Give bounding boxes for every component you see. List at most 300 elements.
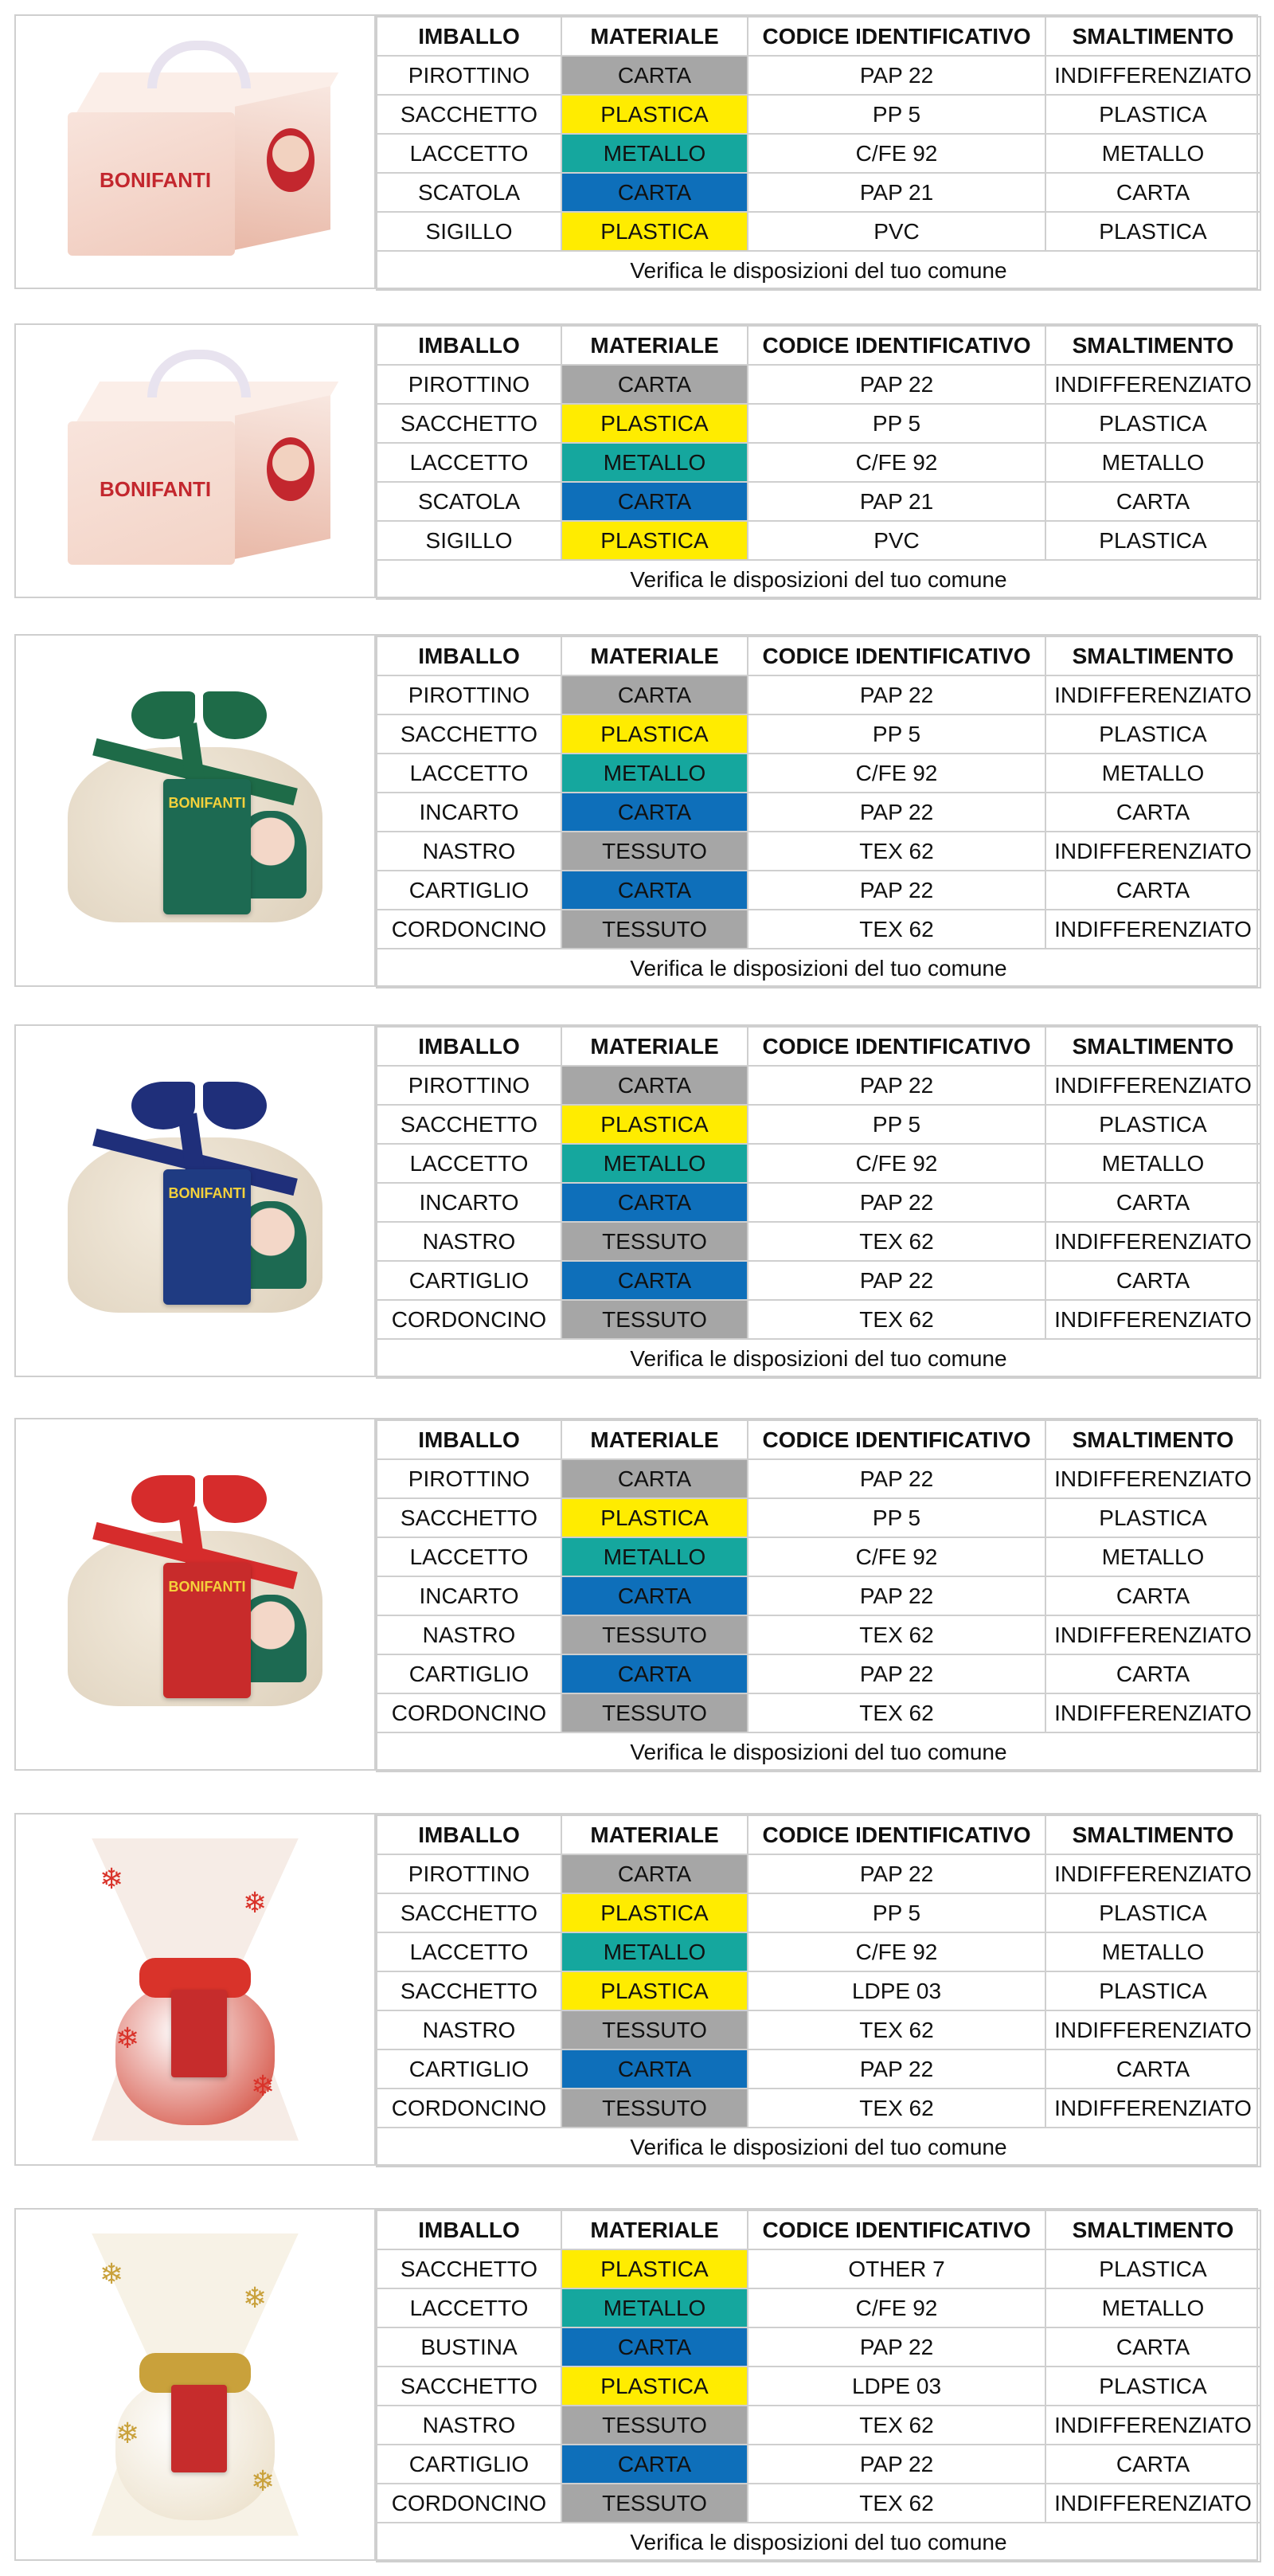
smaltimento-cell: INDIFFERENZIATO: [1045, 2484, 1260, 2523]
imballo-header: IMBALLO: [377, 17, 561, 56]
imballo-cell: PIROTTINO: [377, 1066, 561, 1105]
imballo-cell: CORDONCINO: [377, 1693, 561, 1732]
smaltimento-cell: INDIFFERENZIATO: [1045, 2406, 1260, 2445]
imballo-cell: LACCETTO: [377, 1144, 561, 1183]
ribbon-bow: [203, 1475, 267, 1523]
table-header-row: [377, 326, 1260, 365]
snowflake-icon: ❄: [115, 2021, 140, 2054]
materiale-cell: CARTA: [561, 173, 748, 212]
table-row: [377, 134, 1260, 173]
imballo-header: IMBALLO: [377, 1815, 561, 1854]
imballo-header: IMBALLO: [377, 1027, 561, 1066]
codice-cell: PAP 22: [748, 871, 1045, 910]
table-row: [377, 1537, 1260, 1576]
codice-header: CODICE IDENTIFICATIVO: [748, 2210, 1045, 2249]
materiale-cell: CARTA: [561, 56, 748, 95]
materiale-cell: TESSUTO: [561, 2089, 748, 2128]
codice-cell: C/FE 92: [748, 1932, 1045, 1971]
codice-cell: TEX 62: [748, 910, 1045, 949]
table-row: [377, 1693, 1260, 1732]
table-row: [377, 482, 1260, 521]
smaltimento-cell: INDIFFERENZIATO: [1045, 1854, 1260, 1893]
imballo-header: IMBALLO: [377, 326, 561, 365]
materiale-cell: TESSUTO: [561, 1693, 748, 1732]
table-row: [377, 2327, 1260, 2367]
smaltimento-cell: PLASTICA: [1045, 1893, 1260, 1932]
recycling-table: [376, 325, 1261, 600]
imballo-cell: SACCHETTO: [377, 2367, 561, 2406]
materiale-cell: METALLO: [561, 1144, 748, 1183]
materiale-cell: CARTA: [561, 1654, 748, 1693]
smaltimento-cell: PLASTICA: [1045, 404, 1260, 443]
recycling-table: [376, 636, 1261, 989]
imballo-cell: CORDONCINO: [377, 1300, 561, 1339]
codice-header: CODICE IDENTIFICATIVO: [748, 326, 1045, 365]
codice-cell: PAP 22: [748, 1183, 1045, 1222]
codice-cell: PAP 21: [748, 173, 1045, 212]
brand-logo: BONIFANTI: [168, 794, 246, 811]
materiale-cell: CARTA: [561, 482, 748, 521]
table-row: [377, 2367, 1260, 2406]
imballo-cell: CORDONCINO: [377, 2089, 561, 2128]
table-row: [377, 1576, 1260, 1615]
materiale-cell: CARTA: [561, 2445, 748, 2484]
snowflake-icon: ❄: [100, 2257, 124, 2290]
imballo-cell: INCARTO: [377, 1576, 561, 1615]
table-row: [377, 910, 1260, 949]
materiale-cell: PLASTICA: [561, 521, 748, 560]
table-footer-row: [377, 2128, 1260, 2167]
imballo-cell: BUSTINA: [377, 2327, 561, 2367]
product-panel: [14, 634, 1258, 987]
smaltimento-cell: INDIFFERENZIATO: [1045, 1459, 1260, 1498]
codice-cell: TEX 62: [748, 2010, 1045, 2049]
product-panel: [14, 14, 1258, 289]
codice-cell: PAP 22: [748, 2049, 1045, 2089]
table-row: [377, 1654, 1260, 1693]
smaltimento-header: SMALTIMENTO: [1045, 1027, 1260, 1066]
smaltimento-cell: METALLO: [1045, 1932, 1260, 1971]
imballo-cell: LACCETTO: [377, 754, 561, 793]
smaltimento-cell: METALLO: [1045, 754, 1260, 793]
smaltimento-cell: CARTA: [1045, 1261, 1260, 1300]
recycling-table: [376, 2210, 1261, 2562]
imballo-cell: SACCHETTO: [377, 1893, 561, 1932]
imballo-cell: LACCETTO: [377, 443, 561, 482]
imballo-cell: SIGILLO: [377, 212, 561, 251]
smaltimento-cell: CARTA: [1045, 871, 1260, 910]
table-row: [377, 1066, 1260, 1105]
codice-cell: PAP 22: [748, 1654, 1045, 1693]
imballo-cell: CARTIGLIO: [377, 2049, 561, 2089]
codice-cell: PAP 22: [748, 793, 1045, 832]
table-row: [377, 675, 1260, 714]
imballo-cell: INCARTO: [377, 793, 561, 832]
imballo-header: IMBALLO: [377, 2210, 561, 2249]
smaltimento-cell: PLASTICA: [1045, 1498, 1260, 1537]
codice-cell: PP 5: [748, 1498, 1045, 1537]
table-footer-row: [377, 560, 1260, 599]
codice-cell: PAP 22: [748, 675, 1045, 714]
smaltimento-cell: INDIFFERENZIATO: [1045, 1693, 1260, 1732]
product-photo: [16, 16, 376, 288]
codice-header: CODICE IDENTIFICATIVO: [748, 1815, 1045, 1854]
red-ribbon-panettone-icon: [44, 1459, 346, 1730]
product-panel: [14, 2208, 1258, 2561]
codice-cell: PAP 22: [748, 2445, 1045, 2484]
codice-cell: PP 5: [748, 714, 1045, 754]
materiale-cell: METALLO: [561, 1537, 748, 1576]
smaltimento-cell: INDIFFERENZIATO: [1045, 56, 1260, 95]
imballo-cell: LACCETTO: [377, 2288, 561, 2327]
footer-note: Verifica le disposizioni del tuo comune: [377, 1339, 1260, 1378]
table-row: [377, 2089, 1260, 2128]
materiale-cell: CARTA: [561, 1854, 748, 1893]
codice-cell: C/FE 92: [748, 1144, 1045, 1183]
smaltimento-header: SMALTIMENTO: [1045, 17, 1260, 56]
table-row: [377, 95, 1260, 134]
snowflake-icon: ❄: [243, 1885, 268, 1919]
table-row: [377, 365, 1260, 404]
codice-cell: PAP 22: [748, 2327, 1045, 2367]
table-row: [377, 2445, 1260, 2484]
smaltimento-cell: INDIFFERENZIATO: [1045, 365, 1260, 404]
materiale-cell: TESSUTO: [561, 832, 748, 871]
materiale-cell: TESSUTO: [561, 2406, 748, 2445]
imballo-cell: PIROTTINO: [377, 1854, 561, 1893]
materiale-cell: METALLO: [561, 754, 748, 793]
codice-cell: PAP 22: [748, 1261, 1045, 1300]
ribbon-bow: [131, 1082, 195, 1129]
table-header-row: [377, 1420, 1260, 1459]
materiale-header: MATERIALE: [561, 1420, 748, 1459]
materiale-cell: CARTA: [561, 1066, 748, 1105]
codice-header: CODICE IDENTIFICATIVO: [748, 1027, 1045, 1066]
product-photo: [16, 636, 376, 985]
imballo-cell: PIROTTINO: [377, 1459, 561, 1498]
codice-cell: C/FE 92: [748, 443, 1045, 482]
table-row: [377, 1932, 1260, 1971]
smaltimento-header: SMALTIMENTO: [1045, 636, 1260, 675]
materiale-cell: PLASTICA: [561, 95, 748, 134]
product-photo: [16, 1815, 376, 2164]
table-row: [377, 1183, 1260, 1222]
ribbon-bow: [131, 1475, 195, 1523]
materiale-header: MATERIALE: [561, 326, 748, 365]
materiale-cell: PLASTICA: [561, 404, 748, 443]
imballo-cell: SACCHETTO: [377, 1498, 561, 1537]
imballo-cell: SACCHETTO: [377, 1971, 561, 2010]
codice-cell: PAP 22: [748, 365, 1045, 404]
smaltimento-cell: CARTA: [1045, 1576, 1260, 1615]
codice-cell: TEX 62: [748, 2406, 1045, 2445]
codice-cell: TEX 62: [748, 832, 1045, 871]
smaltimento-cell: INDIFFERENZIATO: [1045, 1300, 1260, 1339]
smaltimento-cell: CARTA: [1045, 2445, 1260, 2484]
product-photo: [16, 1026, 376, 1376]
imballo-cell: NASTRO: [377, 1615, 561, 1654]
table-header-row: [377, 17, 1260, 56]
codice-header: CODICE IDENTIFICATIVO: [748, 17, 1045, 56]
smaltimento-cell: INDIFFERENZIATO: [1045, 832, 1260, 871]
table-header-row: [377, 2210, 1260, 2249]
materiale-cell: PLASTICA: [561, 1893, 748, 1932]
brand-logo: BONIFANTI: [168, 1184, 246, 1201]
materiale-cell: PLASTICA: [561, 212, 748, 251]
brand-logo: BONIFANTI: [100, 476, 212, 501]
pink-gift-box-icon: [52, 350, 338, 573]
table-row: [377, 793, 1260, 832]
smaltimento-cell: INDIFFERENZIATO: [1045, 675, 1260, 714]
codice-cell: C/FE 92: [748, 134, 1045, 173]
materiale-header: MATERIALE: [561, 17, 748, 56]
smaltimento-cell: METALLO: [1045, 1144, 1260, 1183]
materiale-cell: PLASTICA: [561, 2367, 748, 2406]
smaltimento-cell: PLASTICA: [1045, 1971, 1260, 2010]
codice-header: CODICE IDENTIFICATIVO: [748, 636, 1045, 675]
table-row: [377, 2010, 1260, 2049]
codice-cell: TEX 62: [748, 2089, 1045, 2128]
smaltimento-cell: CARTA: [1045, 1183, 1260, 1222]
materiale-cell: PLASTICA: [561, 1105, 748, 1144]
snowflake-icon: ❄: [243, 2280, 268, 2314]
snowflake-icon: ❄: [115, 2416, 140, 2449]
smaltimento-cell: METALLO: [1045, 1537, 1260, 1576]
imballo-cell: CARTIGLIO: [377, 2445, 561, 2484]
smaltimento-cell: PLASTICA: [1045, 714, 1260, 754]
smaltimento-header: SMALTIMENTO: [1045, 1815, 1260, 1854]
materiale-cell: TESSUTO: [561, 1615, 748, 1654]
imballo-cell: NASTRO: [377, 2010, 561, 2049]
table-header-row: [377, 1027, 1260, 1066]
materiale-cell: CARTA: [561, 1576, 748, 1615]
imballo-cell: LACCETTO: [377, 1932, 561, 1971]
materiale-cell: PLASTICA: [561, 1498, 748, 1537]
product-panel: [14, 323, 1258, 598]
smaltimento-cell: PLASTICA: [1045, 212, 1260, 251]
product-panel: [14, 1813, 1258, 2166]
imballo-cell: SACCHETTO: [377, 2249, 561, 2288]
imballo-cell: SCATOLA: [377, 173, 561, 212]
snowflake-icon: ❄: [251, 2069, 276, 2102]
materiale-cell: CARTA: [561, 1459, 748, 1498]
green-ribbon-panettone-icon: [44, 675, 346, 946]
smaltimento-cell: INDIFFERENZIATO: [1045, 1222, 1260, 1261]
smaltimento-cell: PLASTICA: [1045, 2249, 1260, 2288]
smaltimento-cell: CARTA: [1045, 1654, 1260, 1693]
materiale-cell: CARTA: [561, 365, 748, 404]
snowflake-icon: ❄: [100, 1862, 124, 1895]
codice-cell: PAP 22: [748, 1854, 1045, 1893]
smaltimento-cell: INDIFFERENZIATO: [1045, 1066, 1260, 1105]
table-row: [377, 1300, 1260, 1339]
smaltimento-cell: CARTA: [1045, 2327, 1260, 2367]
table-row: [377, 443, 1260, 482]
imballo-header: IMBALLO: [377, 636, 561, 675]
table-row: [377, 2406, 1260, 2445]
recycling-table: [376, 1026, 1261, 1379]
smaltimento-cell: INDIFFERENZIATO: [1045, 2089, 1260, 2128]
imballo-cell: NASTRO: [377, 1222, 561, 1261]
footer-note: Verifica le disposizioni del tuo comune: [377, 560, 1260, 599]
pink-gift-box-icon: [52, 41, 338, 264]
codice-cell: PAP 22: [748, 56, 1045, 95]
table-footer-row: [377, 251, 1260, 290]
codice-cell: TEX 62: [748, 1222, 1045, 1261]
smaltimento-cell: CARTA: [1045, 2049, 1260, 2089]
imballo-cell: SACCHETTO: [377, 1105, 561, 1144]
smaltimento-header: SMALTIMENTO: [1045, 2210, 1260, 2249]
table-header-row: [377, 1815, 1260, 1854]
table-footer-row: [377, 2523, 1260, 2562]
hang-tag: [171, 2385, 227, 2472]
table-row: [377, 832, 1260, 871]
codice-cell: PAP 21: [748, 482, 1045, 521]
codice-cell: C/FE 92: [748, 1537, 1045, 1576]
table-row: [377, 871, 1260, 910]
imballo-cell: CARTIGLIO: [377, 1654, 561, 1693]
codice-cell: PAP 22: [748, 1459, 1045, 1498]
imballo-cell: CORDONCINO: [377, 910, 561, 949]
table-header-row: [377, 636, 1260, 675]
imballo-cell: NASTRO: [377, 2406, 561, 2445]
codice-cell: LDPE 03: [748, 2367, 1045, 2406]
recycling-table: [376, 1815, 1261, 2167]
footer-note: Verifica le disposizioni del tuo comune: [377, 2128, 1260, 2167]
smaltimento-cell: CARTA: [1045, 793, 1260, 832]
imballo-cell: SCATOLA: [377, 482, 561, 521]
materiale-cell: METALLO: [561, 2288, 748, 2327]
imballo-cell: SACCHETTO: [377, 714, 561, 754]
codice-cell: TEX 62: [748, 1300, 1045, 1339]
ribbon-bow: [203, 691, 267, 739]
blue-ribbon-panettone-icon: [44, 1066, 346, 1337]
materiale-cell: TESSUTO: [561, 2484, 748, 2523]
smaltimento-cell: METALLO: [1045, 443, 1260, 482]
imballo-cell: INCARTO: [377, 1183, 561, 1222]
imballo-cell: LACCETTO: [377, 134, 561, 173]
imballo-cell: SACCHETTO: [377, 95, 561, 134]
materiale-header: MATERIALE: [561, 1815, 748, 1854]
box-handle: [147, 41, 251, 88]
product-photo: [16, 1419, 376, 1769]
imballo-cell: CORDONCINO: [377, 2484, 561, 2523]
table-row: [377, 2288, 1260, 2327]
product-panel: [14, 1418, 1258, 1771]
smaltimento-cell: PLASTICA: [1045, 521, 1260, 560]
materiale-cell: TESSUTO: [561, 1300, 748, 1339]
codice-header: CODICE IDENTIFICATIVO: [748, 1420, 1045, 1459]
table-row: [377, 173, 1260, 212]
codice-cell: TEX 62: [748, 1615, 1045, 1654]
box-handle: [147, 350, 251, 397]
materiale-cell: METALLO: [561, 1932, 748, 1971]
materiale-cell: CARTA: [561, 871, 748, 910]
smaltimento-cell: CARTA: [1045, 173, 1260, 212]
product-photo: [16, 325, 376, 597]
codice-cell: C/FE 92: [748, 2288, 1045, 2327]
recycling-table: [376, 1419, 1261, 1772]
codice-cell: PVC: [748, 212, 1045, 251]
smaltimento-cell: INDIFFERENZIATO: [1045, 1615, 1260, 1654]
materiale-cell: METALLO: [561, 443, 748, 482]
smaltimento-header: SMALTIMENTO: [1045, 1420, 1260, 1459]
footer-note: Verifica le disposizioni del tuo comune: [377, 2523, 1260, 2562]
materiale-cell: PLASTICA: [561, 714, 748, 754]
materiale-cell: TESSUTO: [561, 1222, 748, 1261]
imballo-cell: SIGILLO: [377, 521, 561, 560]
codice-cell: PVC: [748, 521, 1045, 560]
table-row: [377, 1105, 1260, 1144]
materiale-cell: CARTA: [561, 1183, 748, 1222]
smaltimento-cell: CARTA: [1045, 482, 1260, 521]
codice-cell: PAP 22: [748, 1066, 1045, 1105]
smaltimento-cell: PLASTICA: [1045, 2367, 1260, 2406]
table-row: [377, 56, 1260, 95]
imballo-cell: PIROTTINO: [377, 56, 561, 95]
codice-cell: LDPE 03: [748, 1971, 1045, 2010]
table-row: [377, 404, 1260, 443]
codice-cell: TEX 62: [748, 2484, 1045, 2523]
materiale-cell: METALLO: [561, 134, 748, 173]
table-row: [377, 1222, 1260, 1261]
codice-cell: PP 5: [748, 95, 1045, 134]
materiale-cell: CARTA: [561, 2327, 748, 2367]
codice-cell: PAP 22: [748, 1576, 1045, 1615]
materiale-header: MATERIALE: [561, 2210, 748, 2249]
smaltimento-cell: INDIFFERENZIATO: [1045, 910, 1260, 949]
smaltimento-cell: METALLO: [1045, 134, 1260, 173]
materiale-cell: CARTA: [561, 793, 748, 832]
imballo-cell: CARTIGLIO: [377, 1261, 561, 1300]
table-row: [377, 2049, 1260, 2089]
table-row: [377, 1854, 1260, 1893]
imballo-cell: PIROTTINO: [377, 365, 561, 404]
imballo-cell: SACCHETTO: [377, 404, 561, 443]
materiale-cell: CARTA: [561, 675, 748, 714]
illustration-girl: [267, 437, 315, 501]
footer-note: Verifica le disposizioni del tuo comune: [377, 1732, 1260, 1771]
table-row: [377, 212, 1260, 251]
table-row: [377, 1615, 1260, 1654]
red-snowflake-bag-icon: [68, 1830, 322, 2149]
smaltimento-cell: PLASTICA: [1045, 95, 1260, 134]
table-row: [377, 1144, 1260, 1183]
materiale-cell: PLASTICA: [561, 2249, 748, 2288]
smaltimento-cell: METALLO: [1045, 2288, 1260, 2327]
ribbon-bow: [131, 691, 195, 739]
codice-cell: C/FE 92: [748, 754, 1045, 793]
imballo-cell: LACCETTO: [377, 1537, 561, 1576]
snowflake-icon: ❄: [251, 2464, 276, 2497]
product-photo: [16, 2210, 376, 2559]
table-footer-row: [377, 1339, 1260, 1378]
materiale-header: MATERIALE: [561, 636, 748, 675]
imballo-header: IMBALLO: [377, 1420, 561, 1459]
materiale-cell: TESSUTO: [561, 2010, 748, 2049]
materiale-cell: TESSUTO: [561, 910, 748, 949]
ribbon-bow: [203, 1082, 267, 1129]
table-footer-row: [377, 949, 1260, 988]
imballo-cell: NASTRO: [377, 832, 561, 871]
codice-cell: PP 5: [748, 1105, 1045, 1144]
product-panel: [14, 1024, 1258, 1377]
table-row: [377, 1971, 1260, 2010]
brand-logo: BONIFANTI: [168, 1578, 246, 1595]
table-row: [377, 2484, 1260, 2523]
materiale-header: MATERIALE: [561, 1027, 748, 1066]
smaltimento-cell: PLASTICA: [1045, 1105, 1260, 1144]
